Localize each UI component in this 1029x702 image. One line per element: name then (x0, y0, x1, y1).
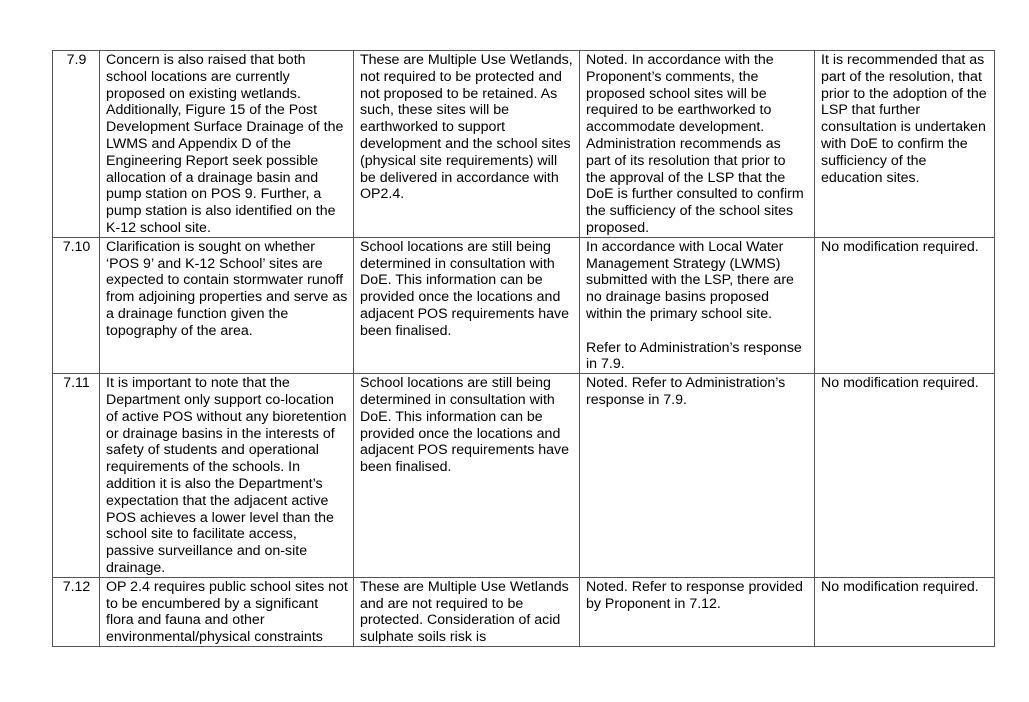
administration-response-cell: Noted. In accordance with the Proponent’s comments, the proposed school sites will be required to be earthworked to accommodate development. Administration recommends as part of its resolution that prior to the approval of the LSP that the DoE is further consulted to confirm the sufficiency of the school sites proposed. (580, 51, 815, 238)
recommendation-cell: It is recommended that as part of the resolution, that prior to the adoption of the LSP that further consultation is undertaken with DoE to confirm the sufficiency of the education sites. (815, 51, 995, 238)
proponent-response-cell: These are Multiple Use Wetlands and are not required to be protected. Consideration of acid sulphate soils risk is (354, 577, 580, 646)
submission-cell: OP 2.4 requires public school sites not to be encumbered by a significant flora and fauna and other environmental/physical constraints (100, 577, 354, 646)
proponent-response-cell: These are Multiple Use Wetlands, not required to be protected and not proposed to be retained. As such, these sites will be earthworked to support development and the school sites (physical site requirements) will be delivered in accordance with OP2.4. (354, 51, 580, 238)
proponent-response-cell: School locations are still being determined in consultation with DoE. This information can be provided once the locations and adjacent POS requirements have been finalised. (354, 374, 580, 578)
proponent-response-cell: School locations are still being determined in consultation with DoE. This information can be provided once the locations and adjacent POS requirements have been finalised. (354, 237, 580, 373)
table-row (53, 51, 995, 238)
row-number: 7.9 (53, 51, 100, 238)
submissions-table (52, 50, 995, 647)
table-row (53, 237, 995, 373)
submission-cell: It is important to note that the Department only support co-location of active POS without any bioretention or drainage basins in the interests of safety of students and operational requirements of the schools. In addition it is also the Department’s expectation that the adjacent active POS achieves a lower level than the school site to facilitate access, passive surveillance and on-site drainage. (100, 374, 354, 578)
submission-cell: Clarification is sought on whether ‘POS 9’ and K-12 School’ sites are expected to contain stormwater runoff from adjoining properties and serve as a drainage function given the topography of the area. (100, 237, 354, 373)
row-number: 7.10 (53, 237, 100, 373)
row-number: 7.12 (53, 577, 100, 646)
table-row (53, 374, 995, 578)
administration-response-cell: Noted. Refer to response provided by Proponent in 7.12. (580, 577, 815, 646)
submission-cell: Concern is also raised that both school locations are currently proposed on existing wetlands. Additionally, Figure 15 of the Post Development Surface Drainage of the LWMS and Appendix D of the Engineering Report seek possible allocation of a drainage basin and pump station on POS 9. Further, a pump station is also identified on the K-12 school site. (100, 51, 354, 238)
table-row (53, 577, 995, 646)
row-number: 7.11 (53, 374, 100, 578)
recommendation-cell: No modification required. (815, 237, 995, 373)
administration-response-cell: Noted. Refer to Administration’s response in 7.9. (580, 374, 815, 578)
administration-response-cell: In accordance with Local Water Management Strategy (LWMS) submitted with the LSP, there are no drainage basins proposed within the primary school site. Refer to Administration’s response in 7.9. (580, 237, 815, 373)
recommendation-cell: No modification required. (815, 374, 995, 578)
recommendation-cell: No modification required. (815, 577, 995, 646)
